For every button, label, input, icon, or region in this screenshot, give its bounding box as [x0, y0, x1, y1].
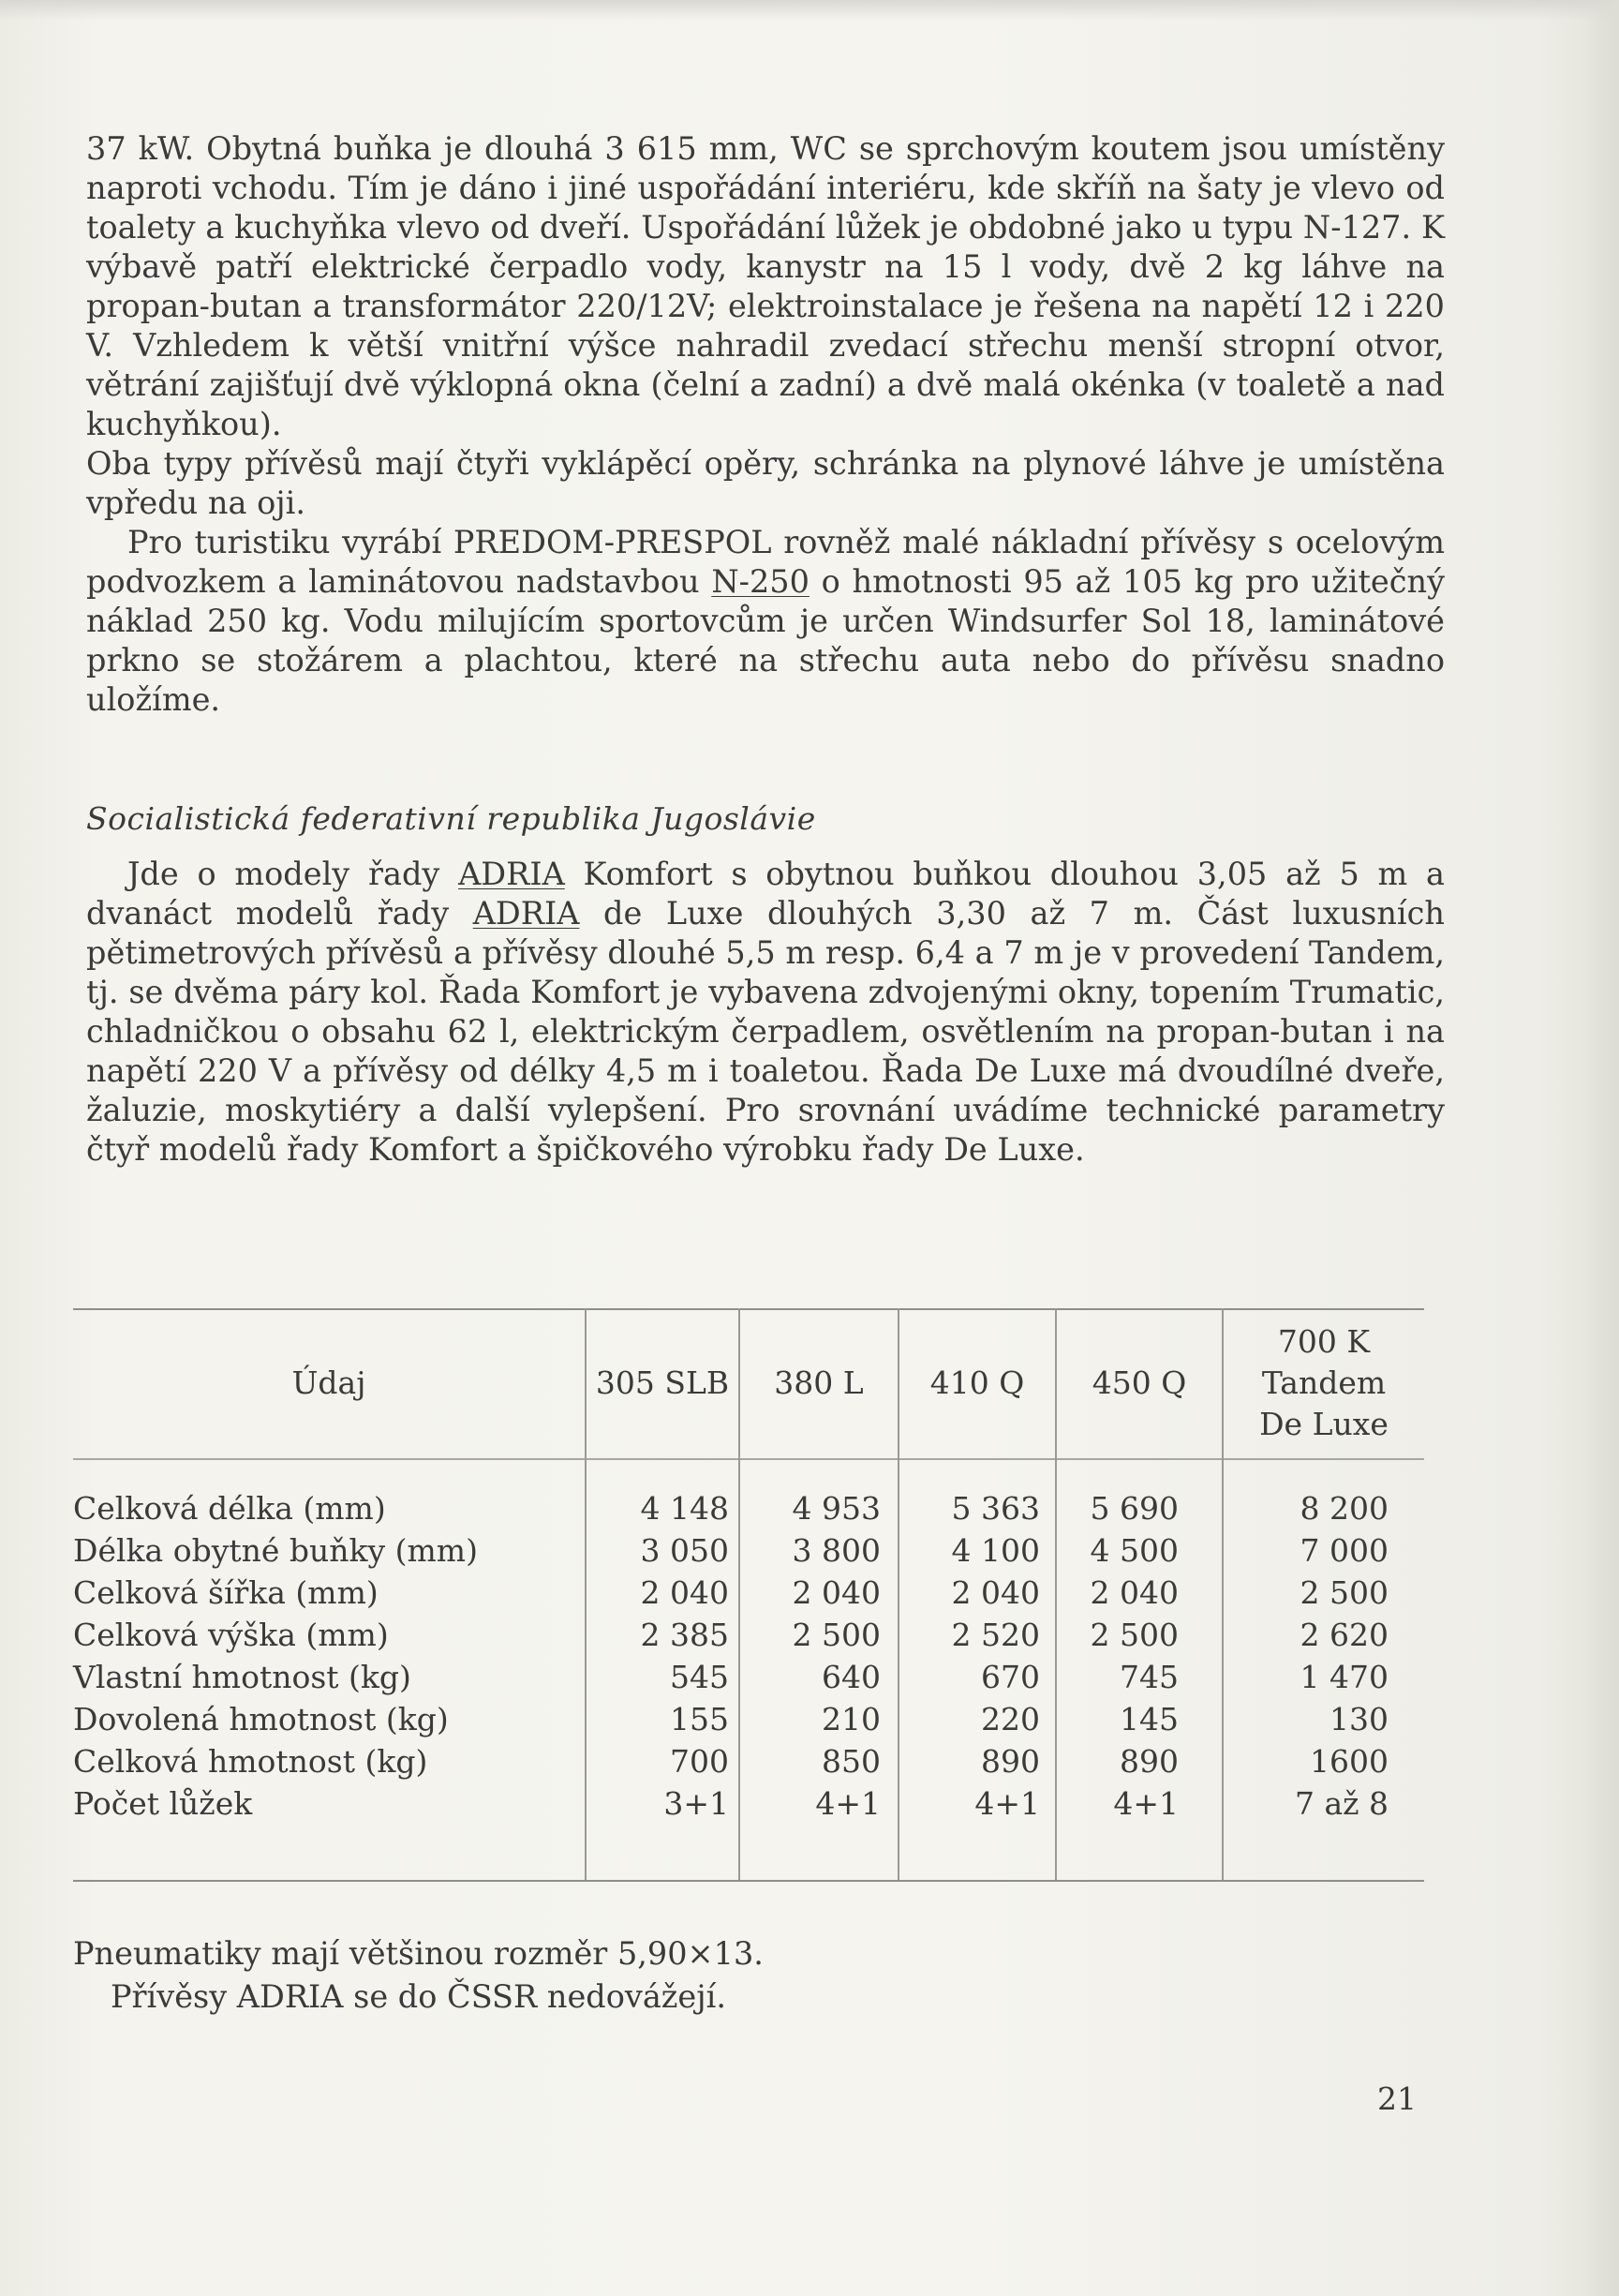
- header-450-q: 450 Q: [1092, 1364, 1187, 1401]
- table-cell: 130: [1329, 1701, 1389, 1737]
- note-import: Přívěsy ADRIA se do ČSSR nedovážejí.: [111, 1978, 727, 2015]
- row-label: Celková hmotnost (kg): [73, 1743, 428, 1780]
- table-cell: 1 470: [1300, 1659, 1389, 1695]
- table-cell: 2 500: [1090, 1617, 1179, 1653]
- note-tyres: Pneumatiky mají většinou rozměr 5,90×13.: [73, 1935, 764, 1972]
- table-cell: 145: [1120, 1701, 1179, 1737]
- row-label: Celková délka (mm): [73, 1490, 386, 1527]
- table-cell: 640: [822, 1659, 881, 1695]
- text-run: de Luxe dlouhých 3,30 až 7 m. Část luxusních pětimetrových přívěsů a přívěsy dlouhé 5,5 m resp. 6,4 a 7 m je v provedení Tandem, tj. se dvěma páry kol. Řada Komfort je vybavena zdvojenými okny, topením Trumatic, chladničkou o obsahu 62 l, elektrickým čerpadlem, osvětlením na propan-butan i na napětí 220 V a přívěsy od délky 4,5 m i toaletou. Řada De Luxe má dvoudílné dveře, žaluzie, moskytiéry a další vylepšení. Pro srovnání uvádíme technické parametry čtyř modelů řady Komfort a špičkového výrobku řady De Luxe.: [86, 895, 1445, 1168]
- header-udaj: Údaj: [291, 1364, 366, 1401]
- table-cell: 890: [981, 1743, 1040, 1780]
- table-cell: 2 520: [951, 1617, 1040, 1653]
- header-410-q: 410 Q: [929, 1364, 1025, 1401]
- page-top-shadow: [0, 0, 1619, 21]
- row-label: Celková šířka (mm): [73, 1574, 379, 1611]
- underlined-adria: ADRIA: [458, 856, 565, 892]
- notes: [73, 1932, 764, 2019]
- header-line: Tandem: [1261, 1364, 1387, 1401]
- table-cell: 3+1: [663, 1785, 729, 1822]
- header-line: 700 K: [1277, 1323, 1371, 1360]
- header-line: De Luxe: [1259, 1406, 1389, 1442]
- table-cell: 3 800: [792, 1532, 881, 1569]
- text-run: Jde o modely řady: [127, 856, 459, 892]
- section-text: [86, 855, 1445, 1170]
- table-cell: 2 385: [640, 1617, 729, 1653]
- paragraph-cargo-trailers: [86, 523, 1445, 720]
- paragraph-caravan-description: 37 kW. Obytná buňka je dlouhá 3 615 mm, WC se sprchovým koutem jsou umístěny naproti vchodu. Tím je dáno i jiné uspořádání interiéru, kde skříň na šaty je vlevo od toalety a kuchyňka vlevo od dveří. Uspořádání lůžek je obdobné jako u typu N-127. K výbavě patří elektrické čerpadlo vody, kanystr na 15 l vody, dvě 2 kg láhve na propan-butan a transformátor 220/12V; elektroinstalace je řešena na napětí 12 i 220 V. Vzhledem k větší vnitřní výšce nahradil zvedací střechu menší stropní otvor, větrání zajišťují dvě výklopná okna (čelní a zadní) a dvě malá okénka (v toaletě a nad kuchyňkou).: [86, 130, 1445, 442]
- table-cell: 155: [670, 1701, 729, 1737]
- row-label: Dovolená hmotnost (kg): [73, 1701, 449, 1737]
- table-cell: 1600: [1310, 1743, 1389, 1780]
- page-number: 21: [1377, 2080, 1417, 2117]
- table-cell: 2 620: [1300, 1617, 1389, 1653]
- table-cell: 4 148: [640, 1490, 729, 1527]
- table-cell: 220: [981, 1701, 1040, 1737]
- table-cell: 2 500: [792, 1617, 881, 1653]
- section-heading: Socialistická federativní republika Jugoslávie: [86, 800, 816, 837]
- text-run: Pro turistiku vyrábí PREDOM-PRESPOL rovněž malé nákladní přívěsy s ocelovým podvozkem a laminátovou nadstavbou: [86, 524, 1445, 600]
- page-gutter-shadow: [1585, 0, 1619, 2296]
- table-cell: 5 690: [1090, 1490, 1179, 1527]
- table-cell: 4 500: [1090, 1532, 1179, 1569]
- table-cell: 5 363: [951, 1490, 1040, 1527]
- paragraph-adria-models: [86, 855, 1445, 1170]
- row-label: Celková výška (mm): [73, 1617, 389, 1653]
- intro-text: [86, 129, 1445, 720]
- table-cell: 4+1: [974, 1785, 1040, 1822]
- row-label: Vlastní hmotnost (kg): [73, 1659, 411, 1695]
- table-cell: 4 100: [951, 1532, 1040, 1569]
- header-380-l: 380 L: [774, 1364, 864, 1401]
- table-cell: 700: [670, 1743, 729, 1780]
- table-cell: 670: [981, 1659, 1040, 1695]
- table-cell: 850: [822, 1743, 881, 1780]
- table-cell: 890: [1120, 1743, 1179, 1780]
- table-cell: 4+1: [815, 1785, 881, 1822]
- underlined-model-n250: N-250: [711, 563, 810, 600]
- paragraph-supports: Oba typy přívěsů mají čtyři vyklápěcí opěry, schránka na plynové láhve je umístěna vpředu na oji.: [86, 445, 1445, 521]
- table-bottom-rule: [73, 1880, 1424, 1882]
- table-cell: 7 000: [1300, 1532, 1389, 1569]
- text-run: o hmotnosti 95 až 105 kg pro užitečný náklad 250 kg. Vodu milujícím sportovcům je určen Windsurfer Sol 18, laminátové prkno se stožárem a plachtou, které na střechu auta nebo do přívěsu snadno uložíme.: [86, 563, 1445, 718]
- table-cell: 3 050: [640, 1532, 729, 1569]
- table-cell: 8 200: [1300, 1490, 1389, 1527]
- table-cell: 745: [1120, 1659, 1179, 1695]
- table-cell: 2 500: [1300, 1574, 1389, 1611]
- row-label: Počet lůžek: [73, 1785, 253, 1822]
- header-700k-tandem-deluxe: [1224, 1308, 1424, 1458]
- table-cell: 2 040: [1090, 1574, 1179, 1611]
- table-cell: 210: [822, 1701, 881, 1737]
- text-run: Komfort s obytnou buňkou dlouhou 3,05 až 5 m a dvanáct modelů řady: [86, 856, 1445, 932]
- table-cell: 7 až 8: [1294, 1785, 1389, 1822]
- table-cell: 4 953: [792, 1490, 881, 1527]
- table-cell: 2 040: [640, 1574, 729, 1611]
- table-cell: 4+1: [1113, 1785, 1179, 1822]
- row-label: Délka obytné buňky (mm): [73, 1532, 478, 1569]
- table-cell: 2 040: [951, 1574, 1040, 1611]
- table-cell: 2 040: [792, 1574, 881, 1611]
- table-cell: 545: [670, 1659, 729, 1695]
- underlined-adria: ADRIA: [472, 895, 580, 932]
- header-305-slb: 305 SLB: [595, 1364, 730, 1401]
